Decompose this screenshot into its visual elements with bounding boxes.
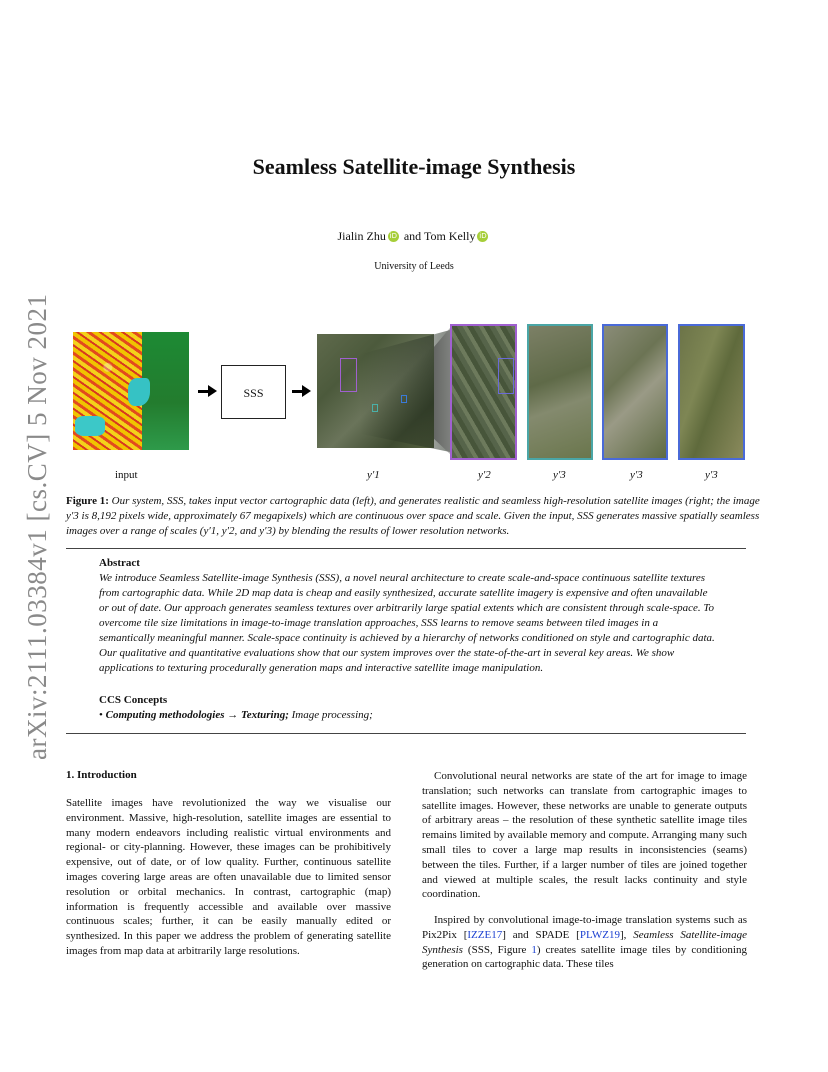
zoom-projection [434, 328, 450, 454]
figure-caption [66, 494, 762, 539]
ccs-category: Computing methodologies [105, 709, 225, 721]
caption-label: Figure 1: [66, 495, 109, 507]
region-box-teal [372, 404, 378, 412]
caption-text: Our system, SSS, takes input vector cartographic data (left), and generates realistic and seamless high-resolution satellite images (right; the image y′3 is 8,192 pixels wide, approximately 67 megapixels) which are continuous over space and scale. Given the input, SSS generates massive spatially seamless images over a range of scales (y′1, y′2, and y′3) by blending the results of lower resolution networks. [66, 495, 760, 537]
paragraph-text: Inspired by convolutional image-to-image translation systems such as Pix2Pix [ [422, 914, 747, 941]
abstract-section [99, 556, 715, 676]
ccs-rest: Image processing; [291, 709, 373, 721]
satellite-image-y3 [602, 324, 668, 460]
sss-model-box: SSS [221, 365, 286, 419]
author-name: Tom Kelly [423, 229, 476, 243]
paragraph-text: ] and SPADE [ [502, 928, 580, 941]
arrow-head-icon [208, 385, 217, 397]
abstract-heading: Abstract [99, 557, 140, 569]
paragraph-text: ], [619, 928, 634, 941]
bullet: • [99, 709, 103, 721]
paragraph-text: (SSS, Figure [462, 943, 532, 956]
region-box-blue [401, 395, 407, 403]
divider [66, 548, 746, 549]
intro-paragraph-right-1: Convolutional neural networks are state of the art for image to image translation; such networks can translate from cartographic images to satellite images. However, these networks are unable to generate outputs of arbitrary areas – the resolution of these synthetic satellite image tiles remains limited by available memory and compute. Arranging many such small tiles to cover a large map results in inconsistencies (seams) between the tiles. Further, if a larger number of tiles are joined together and viewed at multiple scales, the result lacks continuity and style coordination. [422, 770, 747, 901]
abstract-text: We introduce Seamless Satellite-image Synthesis (SSS), a novel neural architecture to create scale-and-space continuous satellite textures from cartographic data. While 2D map data is cheap and easily synthesized, accurate satellite imagery is expensive and often unavailable or out of date. Our approach generates seamless textures over arbitrarily large spatial extents which are consistent through scale-space. To overcome tile size limitations in image-to-image translation approaches, SSS learns to remove seams between tiled images in a semantically meaningful manner. Scale-space continuity is achieved by a hierarchy of networks conditioned on style and cartographic data. Our qualitative and quantitative evaluations show that our system improves over the state-of-the-art in several key areas. We show applications to texturing procedurally generation maps and interactive satellite image manipulation. [99, 572, 715, 674]
region-box-blue [498, 358, 514, 394]
figure-label-y1: y′1 [367, 469, 380, 481]
input-map-water-region [75, 416, 105, 436]
arrow-head-icon [302, 385, 311, 397]
paragraph-text: ) creates satellite image tiles by conditioning generation on cartographic data. These tiles [422, 943, 747, 971]
figure-label-y2: y′2 [478, 469, 491, 481]
citation-link[interactable]: PLWZ19 [579, 928, 620, 941]
figure-label-input: input [115, 469, 138, 481]
author-line [0, 229, 828, 244]
input-map-water-region [128, 378, 150, 406]
ccs-subcategory: Texturing; [241, 709, 289, 721]
figure-label-y3: y′3 [705, 469, 718, 481]
affiliation: University of Leeds [374, 261, 454, 272]
divider [66, 733, 746, 734]
orcid-icon[interactable]: iD [389, 232, 398, 240]
author-name: Jialin Zhu [337, 229, 386, 243]
region-box-purple [340, 358, 357, 392]
orcid-icon[interactable]: iD [479, 232, 487, 240]
citation-link[interactable]: IZZE17 [467, 928, 503, 941]
author-connector: and [403, 229, 422, 243]
arrow-icon: → [227, 709, 239, 721]
ccs-heading: CCS Concepts [99, 694, 168, 706]
figure-label-y3: y′3 [553, 469, 566, 481]
satellite-image-y3 [527, 324, 593, 460]
intro-paragraph-left: Satellite images have revolutionized the way we visualise our environment. Massive, high-resolution, satellite images are essential to many modern endeavors including realistic virtual environments and regional- or city-planning. However, these images can be prohibitively expensive, out of date, or of low quality. Further, continuous satellite images covering large areas are often unavailable due to limited sensor resolution or orbital mechanics. In contrast, cartographic (map) information is frequently accessible and available over massive continuous scales; further, it can be easily manually edited or synthesized. In this paper we address the problem of generating satellite images from map data at arbitrarily large resolutions. [66, 797, 391, 957]
teaser-figure [60, 318, 760, 490]
ccs-concepts [99, 709, 373, 721]
paper-title: Seamless Satellite-image Synthesis [252, 154, 576, 179]
arxiv-side-stamp: arXiv:2111.03384v1 [cs.CV] 5 Nov 2021 [22, 293, 52, 760]
intro-paragraph-right-2 [422, 913, 747, 972]
satellite-image-y3 [678, 324, 745, 460]
paragraph-emphasis: Seamless Satellite-image Synthesis [422, 928, 748, 956]
figure-reference-link[interactable]: 1 [531, 943, 537, 956]
section-heading: 1. Introduction [66, 769, 137, 781]
figure-label-y3: y′3 [630, 469, 643, 481]
